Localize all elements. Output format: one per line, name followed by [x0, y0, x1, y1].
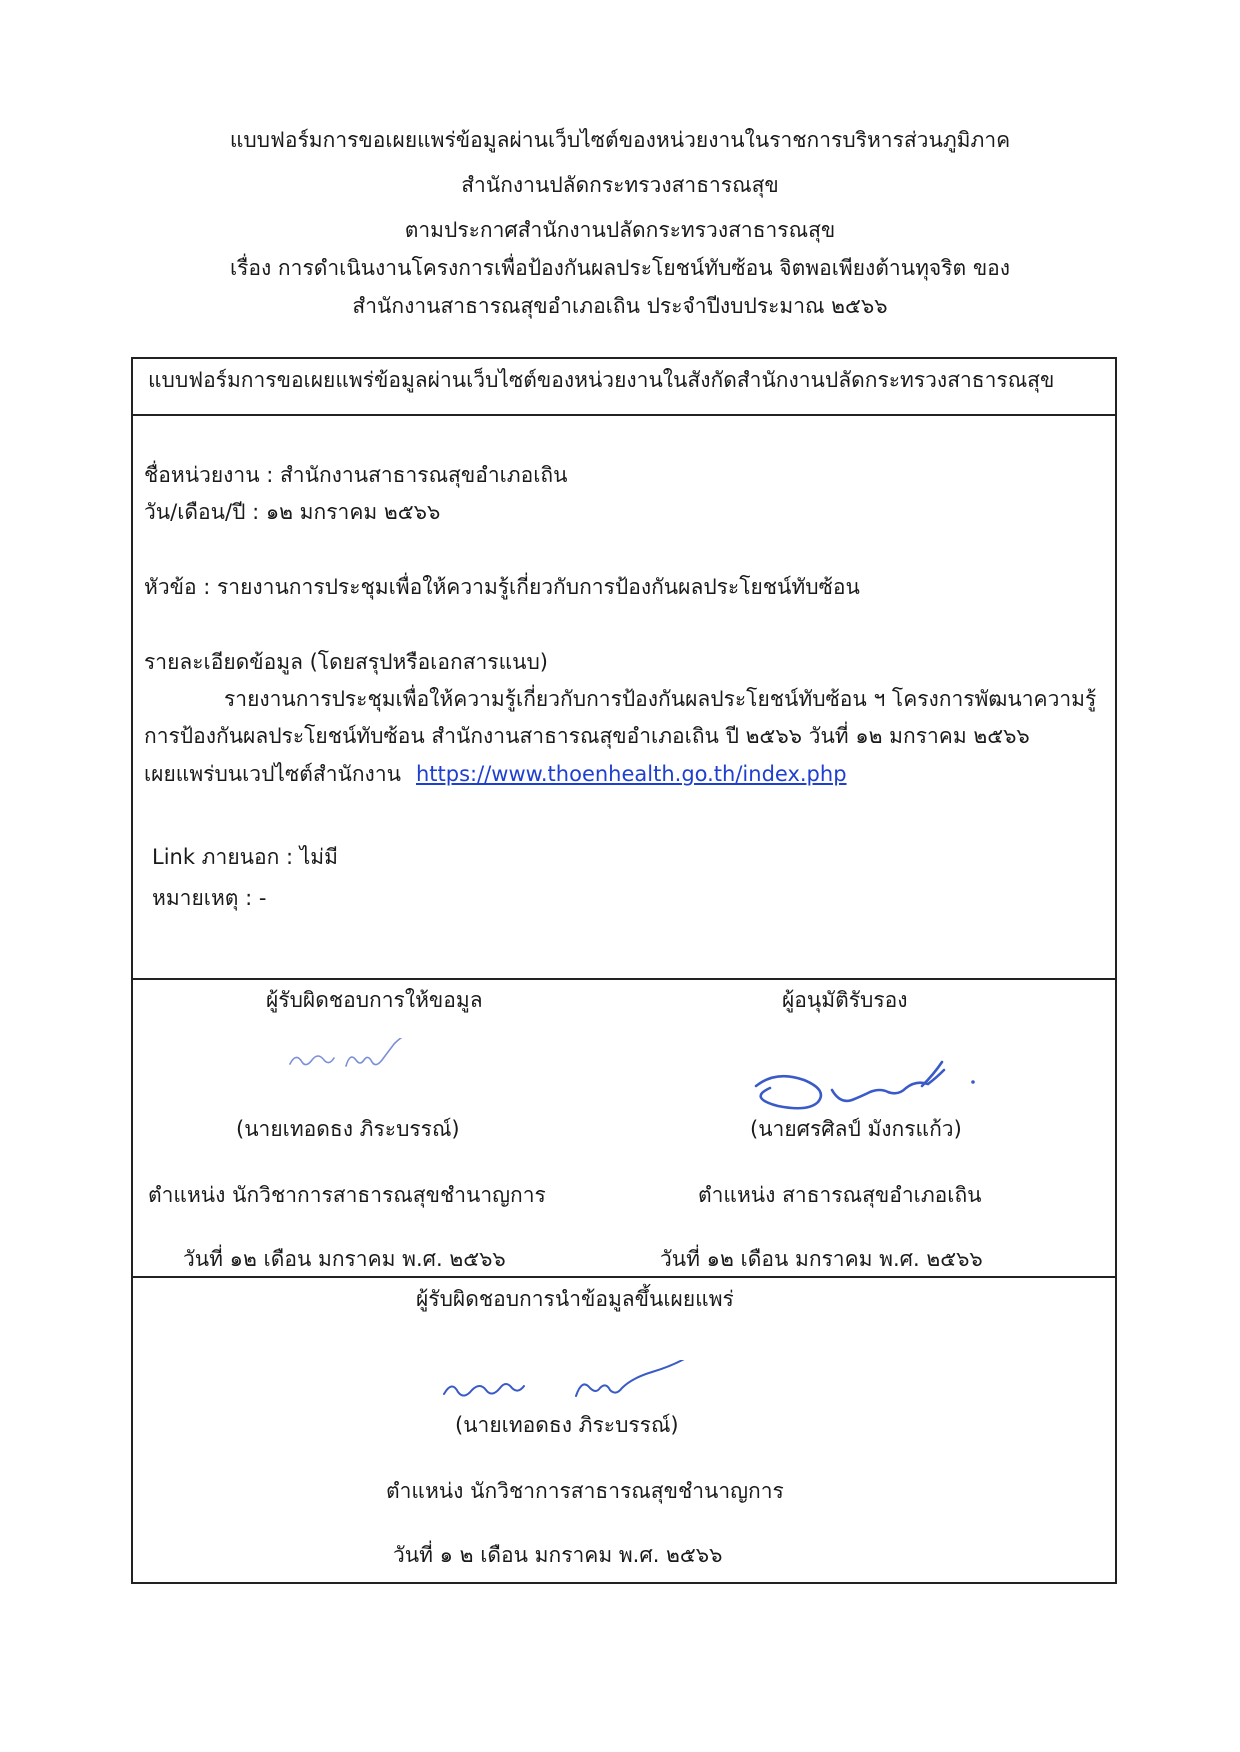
- approver-date: วันที่ ๑๒ เดือน มกราคม พ.ศ. ๒๕๖๖: [660, 1247, 983, 1271]
- provider-heading: ผู้รับผิดชอบการให้ขอมูล: [266, 988, 483, 1012]
- publisher-name: (นายเทอดธง ภิระบรรณ์): [455, 1413, 679, 1437]
- agency-line: ชื่อหน่วยงาน : สำนักงานสาธารณสุขอำเภอเถิน: [144, 463, 568, 487]
- provider-name: (นายเทอดธง ภิระบรรณ์): [236, 1117, 460, 1141]
- details-label: รายละเอียดข้อมูล (โดยสรุปหรือเอกสารแนบ): [144, 650, 548, 674]
- row-divider-title: [131, 414, 1117, 416]
- details-line-1: รายงานการประชุมเพื่อให้ความรู้เกี่ยวกับการป้องกันผลประโยชน์ทับซ้อน ฯ โครงการพัฒนาความรู้: [224, 687, 1097, 711]
- approver-heading: ผู้อนุมัติรับรอง: [782, 988, 908, 1012]
- publish-label: เผยแพร่บนเวปไซต์สำนักงาน: [144, 762, 401, 786]
- header-line-3: ตามประกาศสำนักงานปลัดกระทรวงสาธารณสุข: [404, 218, 836, 242]
- details-line-2: การป้องกันผลประโยชน์ทับซ้อน สำนักงานสาธารณสุขอำเภอเถิน ปี ๒๕๖๖ วันที่ ๑๒ มกราคม ๒๕๖๖: [144, 724, 1030, 748]
- publisher-heading: ผู้รับผิดชอบการนำข้อมูลขึ้นเผยแพร่: [416, 1287, 734, 1311]
- header-line-2: สำนักงานปลัดกระทรวงสาธารณสุข: [461, 173, 779, 197]
- header-line-4: เรื่อง การดำเนินงานโครงการเพื่อป้องกันผลประโยชน์ทับซ้อน จิตพอเพียงต้านทุจริต ของ: [229, 256, 1011, 280]
- provider-date: วันที่ ๑๒ เดือน มกราคม พ.ศ. ๒๕๖๖: [183, 1247, 506, 1271]
- provider-signature: [286, 1038, 426, 1078]
- publisher-signature: [440, 1360, 740, 1410]
- publisher-position: ตำแหน่ง นักวิชาการสาธารณสุขชำนาญการ: [386, 1479, 784, 1503]
- approver-position: ตำแหน่ง สาธารณสุขอำเภอเถิน: [698, 1183, 982, 1207]
- publish-url-link[interactable]: https://www.thoenhealth.go.th/index.php: [416, 762, 847, 786]
- topic-line: หัวข้อ : รายงานการประชุมเพื่อให้ความรู้เกี่ยวกับการป้องกันผลประโยชน์ทับซ้อน: [144, 575, 860, 599]
- approver-name: (นายศรศิลป์ มังกรแก้ว): [750, 1117, 962, 1141]
- approver-signature: [748, 1050, 988, 1120]
- publisher-date: วันที่ ๑ ๒ เดือน มกราคม พ.ศ. ๒๕๖๖: [393, 1543, 723, 1567]
- date-line: วัน/เดือน/ปี : ๑๒ มกราคม ๒๕๖๖: [144, 500, 441, 524]
- form-title: แบบฟอร์มการขอเผยแพร่ข้อมูลผ่านเว็บไซต์ของหน่วยงานในสังกัดสำนักงานปลัดกระทรวงสาธารณสุข: [148, 368, 1055, 392]
- provider-position: ตำแหน่ง นักวิชาการสาธารณสุขชำนาญการ: [148, 1183, 546, 1207]
- header-line-5: สำนักงานสาธารณสุขอำเภอเถิน ประจำปีงบประมาณ ๒๕๖๖: [352, 294, 888, 318]
- external-link-line: Link ภายนอก : ไม่มี: [152, 845, 338, 869]
- row-divider-details: [131, 978, 1117, 980]
- remark-line: หมายเหตุ : -: [152, 886, 267, 910]
- row-divider-signatures: [131, 1276, 1117, 1278]
- header-line-1: แบบฟอร์มการขอเผยแพร่ข้อมูลผ่านเว็บไซต์ของหน่วยงานในราชการบริหารส่วนภูมิภาค: [229, 128, 1011, 152]
